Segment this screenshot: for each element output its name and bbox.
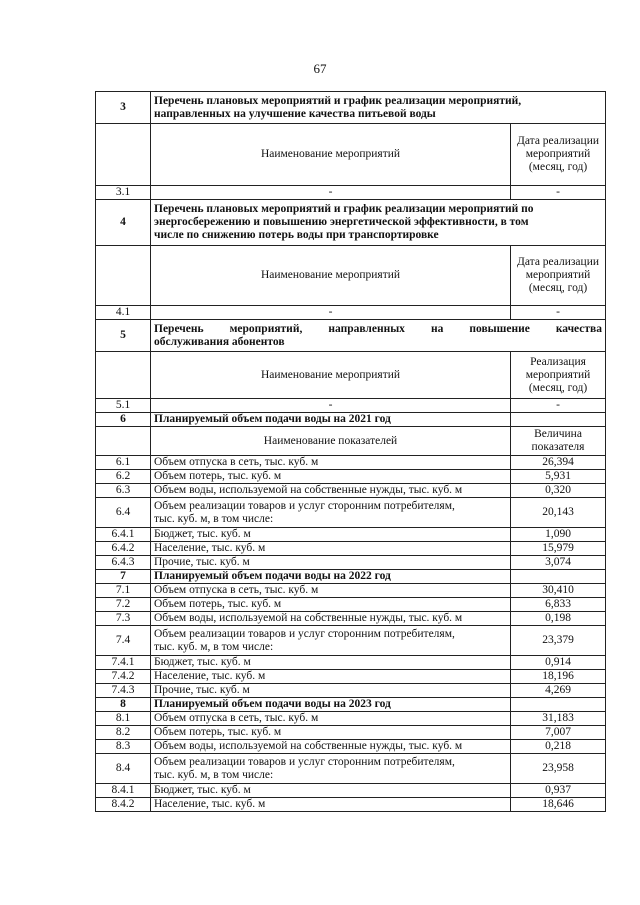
table-row	[96, 498, 606, 528]
row-name: Объем воды, используемой на собственные нужды, тыс. куб. м	[151, 740, 511, 754]
row-name: Бюджет, тыс. куб. м	[151, 656, 511, 670]
column-header-name: Наименование мероприятий	[151, 124, 511, 186]
row-number: 6.4.3	[96, 556, 151, 570]
table-row	[96, 712, 606, 726]
row-name: Прочие, тыс. куб. м	[151, 556, 511, 570]
row-name: Объем отпуска в сеть, тыс. куб. м	[151, 456, 511, 470]
row-name: Объем воды, используемой на собственные нужды, тыс. куб. м	[151, 484, 511, 498]
row-number: 7.4.3	[96, 684, 151, 698]
section-title: Планируемый объем подачи воды на 2023 год	[151, 698, 511, 712]
column-header-name: Наименование мероприятий	[151, 352, 511, 399]
row-number: 8.2	[96, 726, 151, 740]
row-number: 7.2	[96, 598, 151, 612]
table-row	[96, 306, 606, 320]
row-number: 8.4	[96, 754, 151, 784]
table-row	[96, 612, 606, 626]
empty-cell	[96, 352, 151, 399]
table-row	[96, 556, 606, 570]
table-row	[96, 670, 606, 684]
row-value: 7,007	[511, 726, 606, 740]
row-number: 8.4.2	[96, 798, 151, 812]
row-value: 5,931	[511, 470, 606, 484]
table-row	[96, 399, 606, 413]
row-value: -	[511, 399, 606, 413]
row-number: 6.4.1	[96, 528, 151, 542]
row-number: 8.1	[96, 712, 151, 726]
row-value: -	[511, 306, 606, 320]
row-value: 4,269	[511, 684, 606, 698]
table-row	[96, 542, 606, 556]
section-number: 6	[96, 413, 151, 427]
empty-cell	[96, 124, 151, 186]
row-value: 15,979	[511, 542, 606, 556]
empty-cell	[511, 570, 606, 584]
table-row	[96, 754, 606, 784]
row-value: 26,394	[511, 456, 606, 470]
row-value: 31,183	[511, 712, 606, 726]
row-number: 3.1	[96, 186, 151, 200]
section-number: 7	[96, 570, 151, 584]
empty-cell	[96, 246, 151, 306]
table-row	[96, 626, 606, 656]
column-header-value: Величина показателя	[511, 427, 606, 456]
row-name: Население, тыс. куб. м	[151, 542, 511, 556]
column-header-row	[96, 246, 606, 306]
row-number: 4.1	[96, 306, 151, 320]
row-number: 6.1	[96, 456, 151, 470]
page-number: 67	[313, 61, 327, 76]
row-number: 8.3	[96, 740, 151, 754]
row-name: Объем реализации товаров и услуг сторонним потребителям, тыс. куб. м, в том числе:	[151, 754, 511, 784]
row-name: Объем реализации товаров и услуг сторонним потребителям, тыс. куб. м, в том числе:	[151, 626, 511, 656]
section-title: Планируемый объем подачи воды на 2022 год	[151, 570, 511, 584]
section-number: 3	[96, 92, 151, 124]
column-header-name: Наименование мероприятий	[151, 246, 511, 306]
table-row	[96, 186, 606, 200]
row-number: 5.1	[96, 399, 151, 413]
empty-cell	[511, 413, 606, 427]
row-value: 0,914	[511, 656, 606, 670]
column-header-row	[96, 124, 606, 186]
section-title: Перечень мероприятий, направленных на повышение качества обслуживания абонентов	[151, 320, 606, 352]
row-number: 7.1	[96, 584, 151, 598]
table-row	[96, 470, 606, 484]
section-header-row	[96, 413, 606, 427]
row-name: Объем потерь, тыс. куб. м	[151, 598, 511, 612]
row-name: Объем отпуска в сеть, тыс. куб. м	[151, 584, 511, 598]
column-header-date: Дата реализации мероприятий (месяц, год)	[511, 246, 606, 306]
empty-cell	[96, 427, 151, 456]
row-number: 7.3	[96, 612, 151, 626]
row-number: 8.4.1	[96, 784, 151, 798]
row-value: 23,379	[511, 626, 606, 656]
table-row	[96, 598, 606, 612]
row-number: 7.4.2	[96, 670, 151, 684]
table-row	[96, 456, 606, 470]
row-value: 23,958	[511, 754, 606, 784]
row-number: 6.4	[96, 498, 151, 528]
section-header-row	[96, 698, 606, 712]
row-value: 0,198	[511, 612, 606, 626]
table-row	[96, 740, 606, 754]
row-value: 3,074	[511, 556, 606, 570]
section-number: 4	[96, 200, 151, 246]
row-name: -	[151, 186, 511, 200]
row-value: -	[511, 186, 606, 200]
row-value: 18,646	[511, 798, 606, 812]
row-value: 30,410	[511, 584, 606, 598]
table-row	[96, 528, 606, 542]
row-value: 18,196	[511, 670, 606, 684]
table-row	[96, 726, 606, 740]
column-header-date: Дата реализации мероприятий (месяц, год)	[511, 124, 606, 186]
section-title: Перечень плановых мероприятий и график реализации мероприятий по энергосбережению и повышению энергетической эффективности, в том числе по снижению потерь воды при транспортировке	[151, 200, 606, 246]
row-value: 0,320	[511, 484, 606, 498]
row-name: Объем отпуска в сеть, тыс. куб. м	[151, 712, 511, 726]
row-name: Объем реализации товаров и услуг сторонним потребителям, тыс. куб. м, в том числе:	[151, 498, 511, 528]
document-table	[95, 91, 606, 812]
row-name: Население, тыс. куб. м	[151, 670, 511, 684]
row-value: 0,218	[511, 740, 606, 754]
column-header-name: Наименование показателей	[151, 427, 511, 456]
row-value: 1,090	[511, 528, 606, 542]
row-name: -	[151, 306, 511, 320]
row-number: 6.2	[96, 470, 151, 484]
row-name: Объем потерь, тыс. куб. м	[151, 726, 511, 740]
table-row	[96, 684, 606, 698]
section-number: 8	[96, 698, 151, 712]
section-title: Перечень плановых мероприятий и график реализации мероприятий, направленных на улучшение качества питьевой воды	[151, 92, 606, 124]
row-name: Объем воды, используемой на собственные нужды, тыс. куб. м	[151, 612, 511, 626]
section-header-row	[96, 200, 606, 246]
section-header-row	[96, 570, 606, 584]
section-title: Планируемый объем подачи воды на 2021 год	[151, 413, 511, 427]
section-header-row	[96, 320, 606, 352]
row-number: 7.4	[96, 626, 151, 656]
row-name: -	[151, 399, 511, 413]
table-row	[96, 784, 606, 798]
row-value: 6,833	[511, 598, 606, 612]
row-value: 20,143	[511, 498, 606, 528]
table-row	[96, 798, 606, 812]
row-name: Прочие, тыс. куб. м	[151, 684, 511, 698]
row-number: 6.4.2	[96, 542, 151, 556]
row-name: Бюджет, тыс. куб. м	[151, 784, 511, 798]
row-name: Бюджет, тыс. куб. м	[151, 528, 511, 542]
row-number: 7.4.1	[96, 656, 151, 670]
section-header-row	[96, 92, 606, 124]
column-header-row	[96, 427, 606, 456]
row-number: 6.3	[96, 484, 151, 498]
table-row	[96, 484, 606, 498]
table-row	[96, 584, 606, 598]
row-value: 0,937	[511, 784, 606, 798]
section-number: 5	[96, 320, 151, 352]
column-header-row	[96, 352, 606, 399]
table-row	[96, 656, 606, 670]
row-name: Объем потерь, тыс. куб. м	[151, 470, 511, 484]
row-name: Население, тыс. куб. м	[151, 798, 511, 812]
empty-cell	[511, 698, 606, 712]
column-header-date: Реализация мероприятий (месяц, год)	[511, 352, 606, 399]
